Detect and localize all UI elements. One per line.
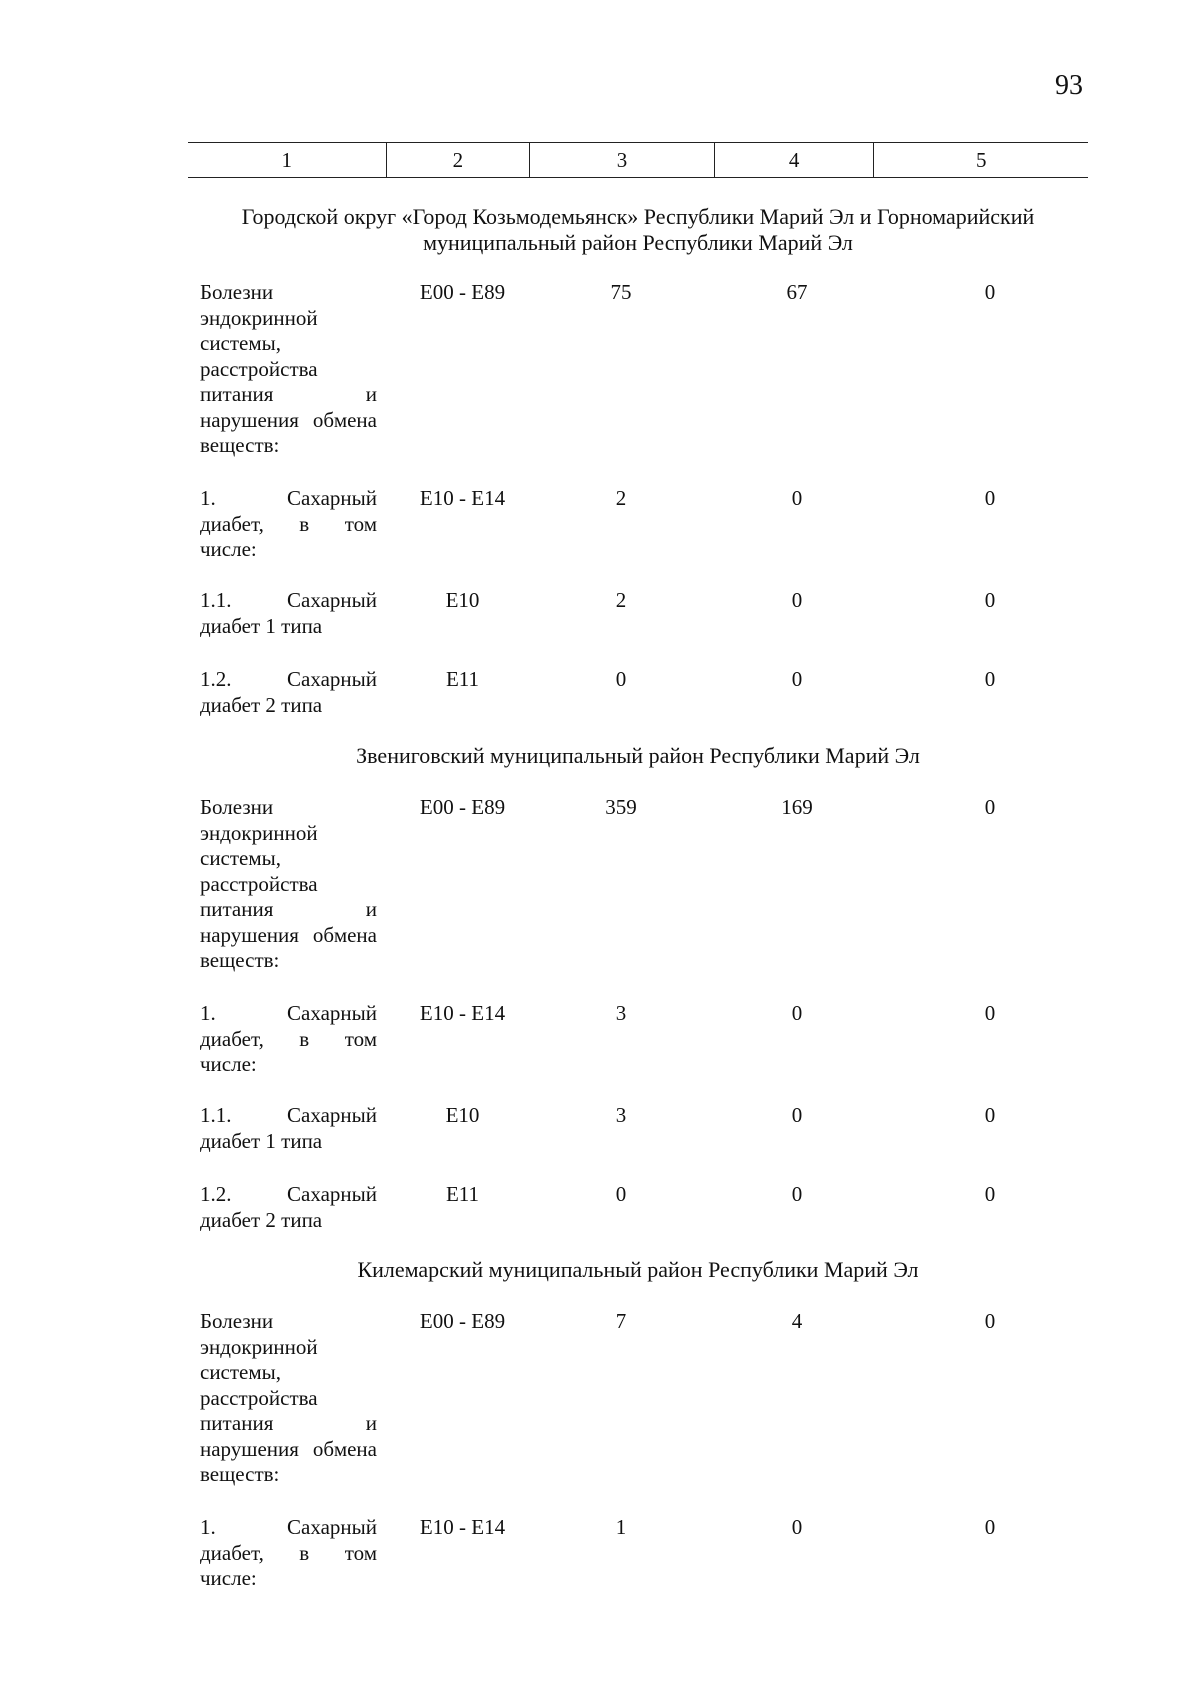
row-col5: 0 — [984, 1309, 996, 1333]
row-name: Болезни эндокринной системы, расстройства питания и нарушения обмена веществ: — [200, 1309, 377, 1486]
row-code: E10 — [445, 1103, 480, 1127]
section-title: Городской округ «Город Козьмодемьянск» Республики Марий Эл и Горномарийский муниципальный район Республики Марий Эл — [241, 204, 1035, 255]
row-col3: 0 — [615, 667, 627, 691]
row-col3: 3 — [615, 1001, 627, 1025]
row-name: Болезни эндокринной системы, расстройства питания и нарушения обмена веществ: — [200, 795, 377, 972]
row-col5: 0 — [984, 486, 996, 510]
row-col5: 0 — [984, 1103, 996, 1127]
row-col5: 0 — [984, 667, 996, 691]
row-col5: 0 — [984, 1182, 996, 1206]
page-number: 93 — [1055, 70, 1083, 101]
row-code: E11 — [445, 667, 480, 691]
column-header-5: 5 — [975, 147, 987, 172]
row-col4: 0 — [791, 667, 803, 691]
column-header-4: 4 — [715, 143, 875, 177]
row-name: 1. Сахарный диабет, в том числе: — [200, 1515, 377, 1590]
column-header-3: 3 — [530, 143, 715, 177]
row-col5: 0 — [984, 588, 996, 612]
row-name: 1.1. Сахарный диабет 1 типа — [200, 1103, 377, 1153]
row-col5: 0 — [984, 1001, 996, 1025]
column-header-2: 2 — [387, 143, 531, 177]
row-col3: 2 — [615, 486, 627, 510]
row-col4: 0 — [791, 1182, 803, 1206]
row-col3: 3 — [615, 1103, 627, 1127]
row-col4: 0 — [791, 1515, 803, 1539]
row-col3: 75 — [610, 280, 632, 304]
row-col4: 0 — [791, 1103, 803, 1127]
column-header-1: 1 — [188, 143, 387, 177]
row-col3: 7 — [615, 1309, 627, 1333]
row-name: 1. Сахарный диабет, в том числе: — [200, 486, 377, 561]
row-col3: 2 — [615, 588, 627, 612]
row-code: E10 - E14 — [419, 1515, 506, 1539]
row-name: Болезни эндокринной системы, расстройства питания и нарушения обмена веществ: — [200, 280, 377, 457]
row-name: 1.1. Сахарный диабет 1 типа — [200, 588, 377, 638]
row-name: 1.2. Сахарный диабет 2 типа — [200, 667, 377, 717]
row-col4: 0 — [791, 486, 803, 510]
row-name: 1.2. Сахарный диабет 2 типа — [200, 1182, 377, 1232]
row-col5: 0 — [984, 280, 996, 304]
row-col4: 0 — [791, 588, 803, 612]
row-col4: 4 — [791, 1309, 803, 1333]
row-code: E10 — [445, 588, 480, 612]
row-code: E11 — [445, 1182, 480, 1206]
section-title: Килемарский муниципальный район Республики Марий Эл — [357, 1257, 919, 1282]
row-col4: 0 — [791, 1001, 803, 1025]
row-code: E10 - E14 — [419, 1001, 506, 1025]
row-col3: 0 — [615, 1182, 627, 1206]
row-name: 1. Сахарный диабет, в том числе: — [200, 1001, 377, 1076]
column-header-row — [188, 142, 1088, 178]
row-col5: 0 — [984, 795, 996, 819]
row-col3: 1 — [615, 1515, 627, 1539]
row-code: E10 - E14 — [419, 486, 506, 510]
row-code: E00 - E89 — [419, 1309, 506, 1333]
row-col3: 359 — [605, 795, 637, 819]
row-code: E00 - E89 — [419, 280, 506, 304]
section-title: Звениговский муниципальный район Республики Марий Эл — [356, 743, 920, 768]
row-col5: 0 — [984, 1515, 996, 1539]
row-col4: 67 — [786, 280, 808, 304]
row-code: E00 - E89 — [419, 795, 506, 819]
row-col4: 169 — [781, 795, 813, 819]
